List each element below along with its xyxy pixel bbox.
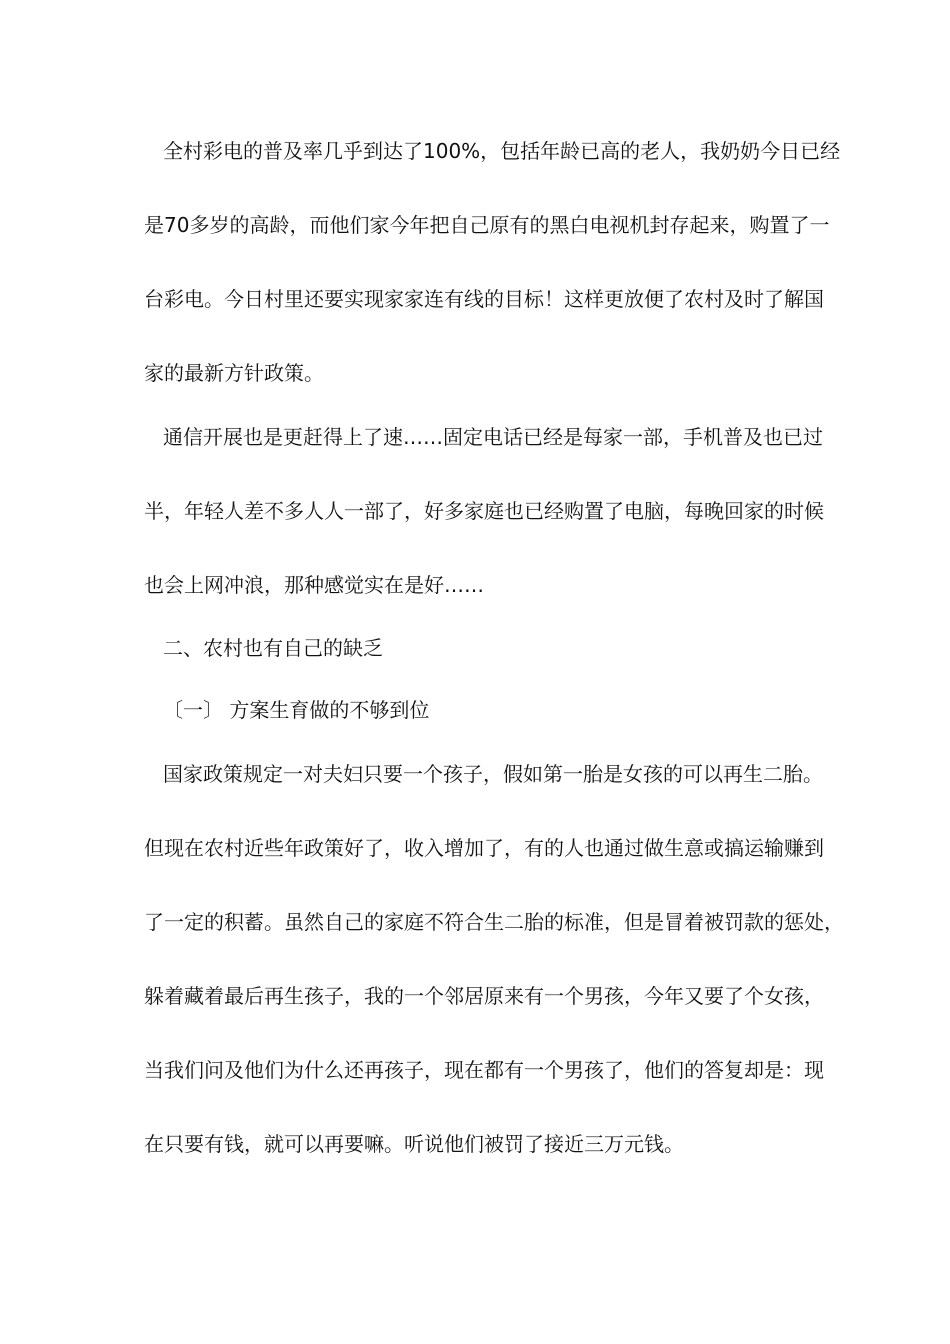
- paragraph-2-line-3: 也会上网冲浪，那种感觉实在是好……: [144, 573, 484, 597]
- paragraph-1-line-2: 是70多岁的高龄，而他们家今年把自己原有的黑白电视机封存起来，购置了一: [144, 213, 830, 237]
- subsection-heading: 〔一〕 方案生育做的不够到位: [163, 698, 430, 722]
- paragraph-2-line-2: 半，年轻人差不多人人一部了，好多家庭也已经购置了电脑，每晚回家的时候: [144, 499, 824, 523]
- paragraph-1-line-1: 全村彩电的普及率几乎到达了100%，包括年龄已高的老人，我奶奶今日已经: [163, 139, 841, 163]
- paragraph-1-line-3: 台彩电。今日村里还要实现家家连有线的目标！这样更放便了农村及时了解国: [144, 287, 824, 311]
- paragraph-3-line-5: 当我们问及他们为什么还再孩子，现在都有一个男孩了，他们的答复却是：现: [144, 1058, 824, 1082]
- paragraph-3-line-6: 在只要有钱，就可以再要嘛。听说他们被罚了接近三万元钱。: [144, 1132, 684, 1156]
- paragraph-3-line-1: 国家政策规定一对夫妇只要一个孩子，假如第一胎是女孩的可以再生二胎。: [163, 762, 823, 786]
- section-heading: 二、农村也有自己的缺乏: [163, 636, 383, 660]
- paragraph-2-line-1: 通信开展也是更赶得上了速……固定电话已经是每家一部，手机普及也已过: [163, 425, 823, 449]
- paragraph-3-line-2: 但现在农村近些年政策好了，收入增加了，有的人也通过做生意或搞运输赚到: [144, 836, 824, 860]
- paragraph-1-line-4: 家的最新方针政策。: [144, 361, 324, 385]
- paragraph-3-line-4: 躲着藏着最后再生孩子，我的一个邻居原来有一个男孩，今年又要了个女孩，: [144, 984, 824, 1008]
- paragraph-3-line-3: 了一定的积蓄。虽然自己的家庭不符合生二胎的标准，但是冒着被罚款的惩处，: [144, 910, 844, 934]
